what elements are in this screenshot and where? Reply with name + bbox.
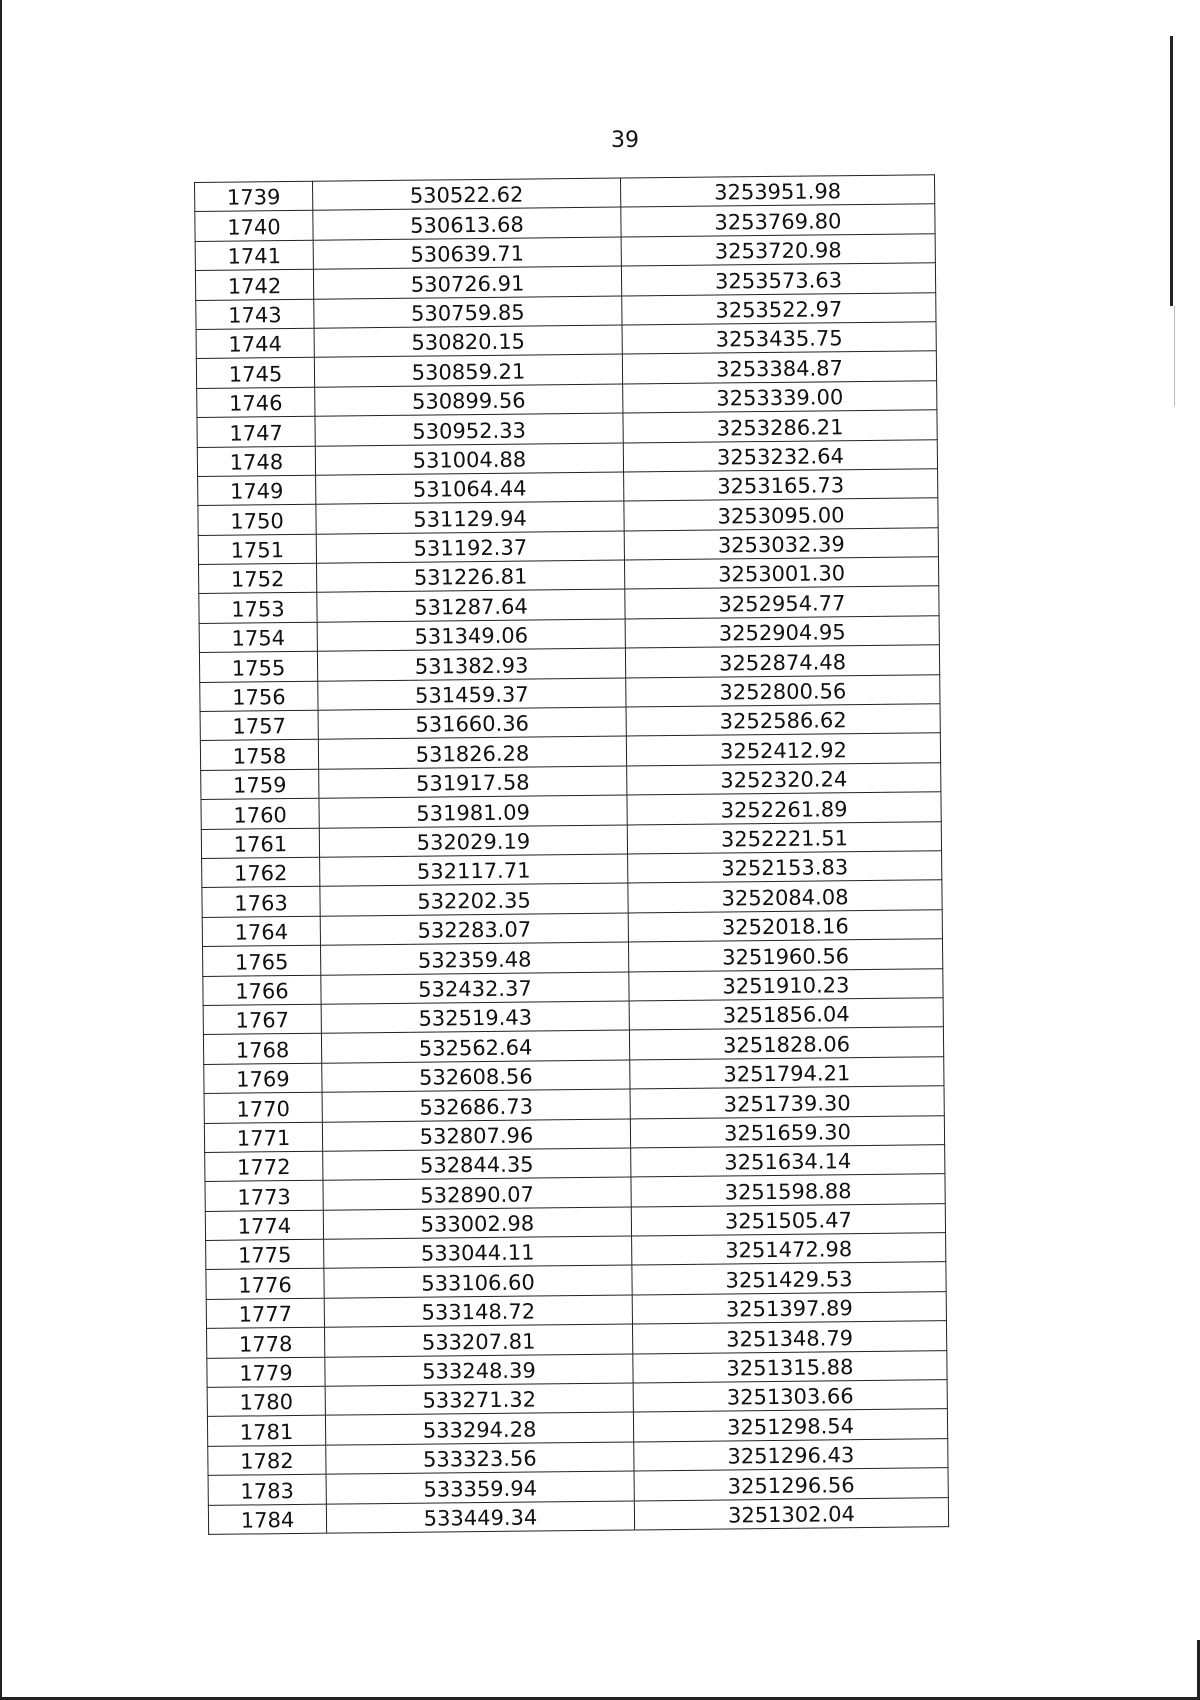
northing-cell: 3251659.30 — [630, 1115, 944, 1148]
easting-cell: 533106.60 — [324, 1265, 632, 1298]
easting-cell: 530899.56 — [315, 384, 623, 417]
northing-cell: 3253951.98 — [620, 175, 934, 208]
northing-cell: 3253095.00 — [624, 498, 938, 531]
easting-cell: 530726.91 — [313, 266, 621, 299]
easting-cell: 533002.98 — [323, 1207, 631, 1240]
easting-cell: 532807.96 — [322, 1118, 630, 1151]
point-id-cell: 1767 — [203, 1004, 321, 1035]
northing-cell: 3252800.56 — [626, 674, 940, 707]
point-id-cell: 1755 — [199, 651, 317, 682]
easting-cell: 532117.71 — [320, 854, 628, 887]
point-id-cell: 1769 — [204, 1063, 322, 1094]
northing-cell: 3253384.87 — [622, 351, 936, 384]
point-id-cell: 1749 — [198, 475, 316, 506]
point-id-cell: 1758 — [200, 740, 318, 771]
northing-cell: 3251828.06 — [629, 1027, 943, 1060]
point-id-cell: 1773 — [205, 1180, 323, 1211]
point-id-cell: 1745 — [196, 358, 314, 389]
point-id-cell: 1764 — [202, 916, 320, 947]
northing-cell: 3252954.77 — [625, 586, 939, 619]
point-id-cell: 1777 — [206, 1298, 324, 1329]
point-id-cell: 1775 — [206, 1239, 324, 1270]
northing-cell: 3252153.83 — [628, 851, 942, 884]
easting-cell: 532890.07 — [323, 1177, 631, 1210]
easting-cell: 531287.64 — [317, 589, 625, 622]
point-id-cell: 1753 — [199, 593, 317, 624]
northing-cell: 3253522.97 — [622, 292, 936, 325]
easting-cell: 531226.81 — [316, 560, 624, 593]
easting-cell: 530859.21 — [314, 354, 622, 387]
easting-cell: 532608.56 — [322, 1060, 630, 1093]
easting-cell: 530639.71 — [313, 237, 621, 270]
point-id-cell: 1743 — [196, 299, 314, 330]
point-id-cell: 1782 — [208, 1445, 326, 1476]
point-id-cell: 1783 — [208, 1474, 326, 1505]
easting-cell: 533044.11 — [324, 1236, 632, 1269]
northing-cell: 3252261.89 — [627, 792, 941, 825]
easting-cell: 530952.33 — [315, 413, 623, 446]
point-id-cell: 1747 — [197, 416, 315, 447]
easting-cell: 532844.35 — [323, 1148, 631, 1181]
easting-cell: 532686.73 — [322, 1089, 630, 1122]
point-id-cell: 1752 — [199, 563, 317, 594]
coordinates-table-wrapper — [194, 174, 948, 1535]
northing-cell: 3251472.98 — [632, 1233, 946, 1266]
easting-cell: 531981.09 — [319, 795, 627, 828]
point-id-cell: 1779 — [207, 1357, 325, 1388]
easting-cell: 532359.48 — [321, 942, 629, 975]
northing-cell: 3253720.98 — [621, 234, 935, 267]
northing-cell: 3253286.21 — [623, 410, 937, 443]
northing-cell: 3251298.54 — [633, 1409, 947, 1442]
northing-cell: 3251960.56 — [628, 939, 942, 972]
easting-cell: 533248.39 — [325, 1354, 633, 1387]
northing-cell: 3252320.24 — [627, 763, 941, 796]
northing-cell: 3251598.88 — [631, 1174, 945, 1207]
easting-cell: 533359.94 — [326, 1471, 634, 1504]
northing-cell: 3251397.89 — [632, 1292, 946, 1325]
easting-cell: 532519.43 — [321, 1001, 629, 1034]
point-id-cell: 1768 — [203, 1034, 321, 1065]
easting-cell: 532562.64 — [321, 1030, 629, 1063]
easting-cell: 530820.15 — [314, 325, 622, 358]
northing-cell: 3251794.21 — [630, 1056, 944, 1089]
scan-border-left — [0, 0, 2, 1700]
easting-cell: 532432.37 — [321, 972, 629, 1005]
point-id-cell: 1759 — [201, 769, 319, 800]
easting-cell: 530522.62 — [312, 178, 620, 211]
northing-cell: 3253001.30 — [624, 557, 938, 590]
easting-cell: 532283.07 — [320, 913, 628, 946]
northing-cell: 3252221.51 — [627, 821, 941, 854]
easting-cell: 531349.06 — [317, 619, 625, 652]
point-id-cell: 1754 — [199, 622, 317, 653]
northing-cell: 3251739.30 — [630, 1086, 944, 1119]
northing-cell: 3251296.56 — [634, 1468, 948, 1501]
point-id-cell: 1776 — [206, 1269, 324, 1300]
easting-cell: 531064.44 — [316, 472, 624, 505]
point-id-cell: 1766 — [203, 975, 321, 1006]
northing-cell: 3253339.00 — [623, 380, 937, 413]
point-id-cell: 1778 — [207, 1327, 325, 1358]
northing-cell: 3251348.79 — [632, 1321, 946, 1354]
point-id-cell: 1760 — [201, 798, 319, 829]
point-id-cell: 1780 — [207, 1386, 325, 1417]
page-number: 39 — [611, 128, 639, 153]
point-id-cell: 1763 — [202, 887, 320, 918]
northing-cell: 3253165.73 — [624, 469, 938, 502]
easting-cell: 533323.56 — [326, 1442, 634, 1475]
easting-cell: 530613.68 — [313, 207, 621, 240]
northing-cell: 3252586.62 — [626, 704, 940, 737]
easting-cell: 531382.93 — [317, 648, 625, 681]
point-id-cell: 1750 — [198, 505, 316, 536]
easting-cell: 533449.34 — [326, 1501, 634, 1534]
northing-cell: 3251634.14 — [631, 1145, 945, 1178]
easting-cell: 531459.37 — [318, 678, 626, 711]
point-id-cell: 1781 — [207, 1416, 325, 1447]
point-id-cell: 1762 — [202, 857, 320, 888]
point-id-cell: 1770 — [204, 1092, 322, 1123]
northing-cell: 3253435.75 — [622, 322, 936, 355]
point-id-cell: 1761 — [201, 828, 319, 859]
scan-border-right — [1170, 36, 1173, 306]
point-id-cell: 1741 — [195, 240, 313, 271]
northing-cell: 3251856.04 — [629, 998, 943, 1031]
northing-cell: 3252874.48 — [625, 645, 939, 678]
northing-cell: 3252904.95 — [625, 616, 939, 649]
northing-cell: 3251303.66 — [633, 1380, 947, 1413]
point-id-cell: 1746 — [197, 387, 315, 418]
easting-cell: 531004.88 — [315, 443, 623, 476]
northing-cell: 3251910.23 — [629, 968, 943, 1001]
northing-cell: 3253032.39 — [624, 527, 938, 560]
point-id-cell: 1757 — [200, 710, 318, 741]
easting-cell: 533207.81 — [325, 1324, 633, 1357]
point-id-cell: 1765 — [203, 945, 321, 976]
point-id-cell: 1742 — [195, 269, 313, 300]
point-id-cell: 1774 — [205, 1210, 323, 1241]
northing-cell: 3251302.04 — [634, 1497, 948, 1530]
northing-cell: 3253232.64 — [623, 439, 937, 472]
easting-cell: 532202.35 — [320, 883, 628, 916]
point-id-cell: 1772 — [205, 1151, 323, 1182]
easting-cell: 531192.37 — [316, 531, 624, 564]
point-id-cell: 1756 — [200, 681, 318, 712]
easting-cell: 531660.36 — [318, 707, 626, 740]
coordinates-table — [194, 174, 949, 1535]
point-id-cell: 1748 — [197, 446, 315, 477]
northing-cell: 3252412.92 — [626, 733, 940, 766]
easting-cell: 533148.72 — [324, 1295, 632, 1328]
northing-cell: 3252084.08 — [628, 880, 942, 913]
scan-border-right-faint — [1174, 306, 1175, 406]
easting-cell: 533271.32 — [325, 1383, 633, 1416]
northing-cell: 3251505.47 — [631, 1203, 945, 1236]
point-id-cell: 1744 — [196, 328, 314, 359]
northing-cell: 3251315.88 — [633, 1350, 947, 1383]
northing-cell: 3252018.16 — [628, 909, 942, 942]
easting-cell: 531129.94 — [316, 501, 624, 534]
easting-cell: 531826.28 — [318, 736, 626, 769]
northing-cell: 3251296.43 — [634, 1438, 948, 1471]
point-id-cell: 1740 — [195, 211, 313, 242]
easting-cell: 531917.58 — [319, 766, 627, 799]
easting-cell: 533294.28 — [325, 1412, 633, 1445]
point-id-cell: 1751 — [198, 534, 316, 565]
northing-cell: 3253573.63 — [621, 263, 935, 296]
northing-cell: 3251429.53 — [632, 1262, 946, 1295]
point-id-cell: 1771 — [204, 1122, 322, 1153]
easting-cell: 532029.19 — [319, 825, 627, 858]
coordinates-table-body — [195, 175, 949, 1535]
point-id-cell: 1784 — [208, 1504, 326, 1535]
point-id-cell: 1739 — [195, 181, 313, 212]
easting-cell: 530759.85 — [314, 296, 622, 329]
northing-cell: 3253769.80 — [621, 204, 935, 237]
